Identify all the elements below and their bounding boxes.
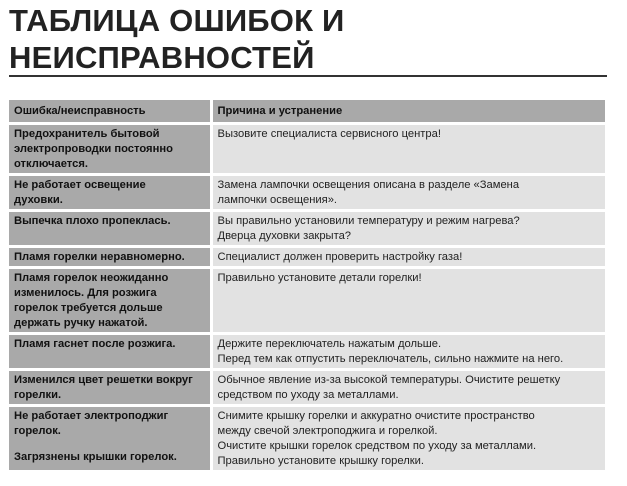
remedy-cell (211, 247, 605, 268)
fault-text: Не работает освещение (14, 179, 146, 191)
table-row (9, 370, 605, 406)
fault-text: горелки. (14, 389, 62, 401)
remedy-text: Дверца духовки закрыта? (217, 230, 352, 242)
fault-cell (9, 334, 211, 370)
fault-cell (9, 406, 211, 472)
table-row (9, 175, 605, 211)
remedy-text: Вы правильно установили температуру и режим нагрева? (217, 215, 520, 227)
fault-text: Не работает электроподжиг (14, 410, 169, 422)
fault-text: Загрязнены крышки горелок. (14, 451, 177, 463)
fault-cell (9, 124, 211, 175)
fault-text: отключается. (14, 158, 88, 170)
remedy-text: Вызовите специалиста сервисного центра! (217, 128, 441, 140)
page-title-line-2: НЕИСПРАВНОСТЕЙ (9, 40, 315, 75)
remedy-text: Обычное явление из-за высокой температуры. Очистите решетку (217, 374, 561, 386)
remedy-text: средством по уходу за металлами. (217, 389, 399, 401)
remedy-text: Очистите крышки горелок средством по уходу за металлами. (217, 440, 537, 452)
remedy-text: Правильно установите крышку горелки. (217, 455, 425, 467)
fault-cell (9, 211, 211, 247)
page-title (9, 2, 345, 76)
fault-text: горелок. (14, 425, 61, 437)
table-header-row (9, 100, 605, 124)
fault-cell (9, 268, 211, 334)
fault-cell (9, 247, 211, 268)
remedy-text: Держите переключатель нажатым дольше. (217, 338, 442, 350)
remedy-cell (211, 334, 605, 370)
fault-text: изменилось. Для розжига (14, 287, 157, 299)
fault-text: Пламя гаснет после розжига. (14, 338, 176, 350)
table-row (9, 124, 605, 175)
fault-text: электропроводки постоянно (14, 143, 173, 155)
fault-spacer (14, 439, 205, 450)
fault-text: Предохранитель бытовой (14, 128, 160, 140)
remedy-cell (211, 175, 605, 211)
table-row (9, 268, 605, 334)
table-row (9, 247, 605, 268)
troubleshooting-table (9, 100, 605, 473)
title-divider (9, 75, 607, 77)
column-header-remedy: Причина и устранение (211, 100, 605, 124)
fault-text: Изменился цвет решетки вокруг (14, 374, 193, 386)
remedy-text: между свечой электроподжига и горелкой. (217, 425, 438, 437)
table-row (9, 334, 605, 370)
remedy-cell (211, 268, 605, 334)
fault-text: Выпечка плохо пропеклась. (14, 215, 171, 227)
remedy-text: лампочки освещения». (217, 194, 338, 206)
table-row (9, 211, 605, 247)
remedy-cell (211, 370, 605, 406)
fault-text: держать ручку нажатой. (14, 317, 148, 329)
remedy-cell (211, 124, 605, 175)
fault-cell (9, 175, 211, 211)
fault-text: Пламя горелки неравномерно. (14, 251, 185, 263)
remedy-cell (211, 211, 605, 247)
remedy-text: Замена лампочки освещения описана в разделе «Замена (217, 179, 520, 191)
remedy-text: Специалист должен проверить настройку газа! (217, 251, 463, 263)
table-row (9, 406, 605, 472)
remedy-text: Правильно установите детали горелки! (217, 272, 422, 284)
fault-text: духовки. (14, 194, 63, 206)
fault-text: горелок требуется дольше (14, 302, 163, 314)
fault-text: Пламя горелок неожиданно (14, 272, 169, 284)
remedy-cell (211, 406, 605, 472)
column-header-fault: Ошибка/неисправность (9, 100, 211, 124)
remedy-text: Перед тем как отпустить переключатель, сильно нажмите на него. (217, 353, 564, 365)
remedy-text: Снимите крышку горелки и аккуратно очистите пространство (217, 410, 535, 422)
page-title-line-1: ТАБЛИЦА ОШИБОК И (9, 3, 345, 38)
fault-cell (9, 370, 211, 406)
